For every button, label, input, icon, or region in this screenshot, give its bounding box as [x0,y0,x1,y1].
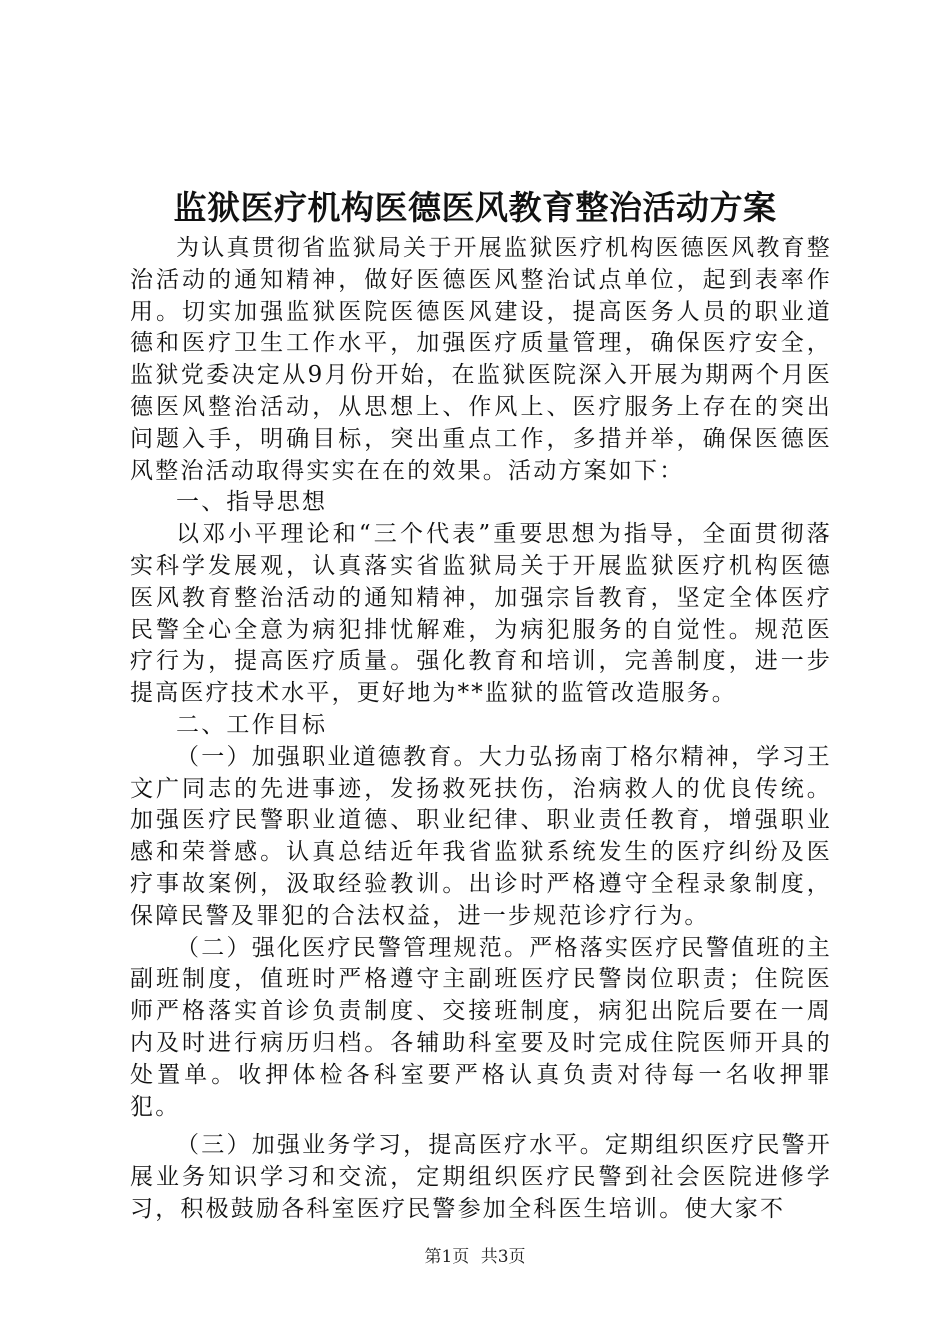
page-number: 第1页 [424,1247,470,1267]
goal-2-paragraph: （二）强化医疗民警管理规范。严格落实医疗民警值班的主副班制度，值班时严格遵守主副班医疗民警岗位职责；住院医师严格落实首诊负责制度、交接班制度，病犯出院后要在一周内及时进行病历归档。各辅助科室要及时完成住院医师开具的处置单。收押体检各科室要严格认真负责对待每一名收押罪犯。 [130,934,832,1120]
guiding-ideology-paragraph: 以邓小平理论和“三个代表”重要思想为指导，全面贯彻落实科学发展观，认真落实省监狱局关于开展监狱医疗机构医德医风教育整治活动的通知精神，加强宗旨教育，坚定全体医疗民警全心全意为病犯排忧解难，为病犯服务的自觉性。规范医疗行为，提高医疗质量。强化教育和培训，完善制度，进一步提高医疗技术水平，更好地为**监狱的监管改造服务。 [130,521,832,707]
page-total: 共3页 [480,1247,526,1267]
goal-1-paragraph: （一）加强职业道德教育。大力弘扬南丁格尔精神，学习王文广同志的先进事迹，发扬救死扶伤，治病救人的优良传统。加强医疗民警职业道德、职业纪律、职业责任教育，增强职业感和荣誉感。认真总结近年我省监狱系统发生的医疗纠纷及医疗事故案例，汲取经验教训。出诊时严格遵守全程录象制度，保障民警及罪犯的合法权益，进一步规范诊疗行为。 [130,743,832,929]
section-heading-guiding-ideology: 一、指导思想 [176,489,328,516]
intro-paragraph: 为认真贯彻省监狱局关于开展监狱医疗机构医德医风教育整治活动的通知精神，做好医德医风整治试点单位，起到表率作用。切实加强监狱医院医德医风建设，提高医务人员的职业道德和医疗卫生工作水平，加强医疗质量管理，确保医疗安全，监狱党委决定从9月份开始，在监狱医院深入开展为期两个月医德医风整治活动，从思想上、作风上、医疗服务上存在的突出问题入手，明确目标，突出重点工作，多措并举，确保医德医风整治活动取得实实在在的效果。活动方案如下： [130,235,832,484]
page-footer [0,1245,950,1269]
goal-3-paragraph: （三）加强业务学习，提高医疗水平。定期组织医疗民警开展业务知识学习和交流，定期组织医疗民警到社会医院进修学习，积极鼓励各科室医疗民警参加全科医生培训。使大家不 [130,1132,832,1222]
document-title: 监狱医疗机构医德医风教育整治活动方案 [173,188,777,227]
section-heading-work-goals: 二、工作目标 [176,711,328,738]
document-body [130,233,832,1226]
